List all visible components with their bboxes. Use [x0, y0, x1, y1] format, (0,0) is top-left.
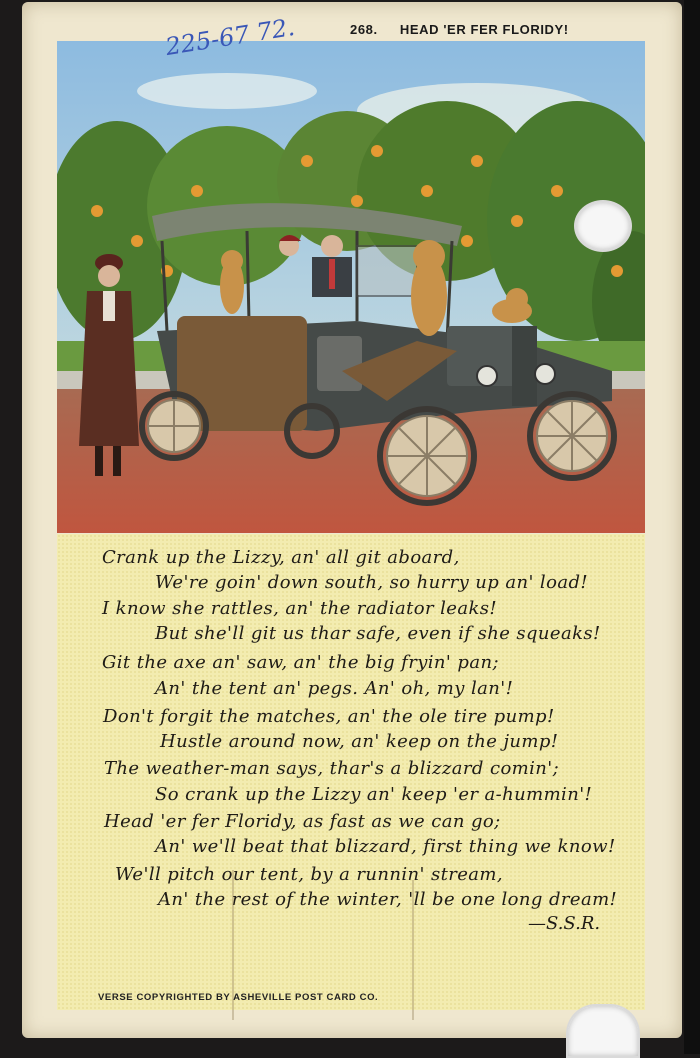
verse-line: Crank up the Lizzy, an' all git aboard, [102, 547, 460, 568]
verse-line: I know she rattles, an' the radiator leaks! [102, 598, 498, 619]
card-header [350, 22, 569, 37]
verse-line: An' the rest of the winter, 'll be one long dream! [158, 889, 618, 910]
card-number: 268. [350, 22, 378, 37]
handwritten-pencil-note: 225-67 72. [163, 12, 297, 61]
punch-hole [566, 1004, 640, 1058]
copyright-notice: VERSE COPYRIGHTED BY ASHEVILLE POST CARD CO. [98, 992, 379, 1003]
vintage-car-photo [57, 41, 645, 533]
verse-line: Hustle around now, an' keep on the jump! [160, 731, 559, 752]
verse-signature: —S.S.R. [528, 913, 601, 934]
verse-line: Don't forgit the matches, an' the ole tire pump! [103, 706, 555, 727]
punch-hole [574, 200, 632, 252]
verse-line: Head 'er fer Floridy, as fast as we can go; [104, 811, 501, 832]
verse-line: Git the axe an' saw, an' the big fryin' pan; [102, 652, 499, 673]
verse-line: The weather-man says, thar's a blizzard comin'; [104, 758, 560, 779]
verse-line: An' we'll beat that blizzard, first thing we know! [155, 836, 616, 857]
scanner-edge [684, 0, 700, 1054]
verse-line: We'll pitch our tent, by a runnin' stream, [115, 864, 504, 885]
verse-line: But she'll git us thar safe, even if she squeaks! [155, 623, 601, 644]
verse-line: We're goin' down south, so hurry up an' load! [155, 572, 589, 593]
verse-line: An' the tent an' pegs. An' oh, my lan'! [155, 678, 514, 699]
verse-line: So crank up the Lizzy an' keep 'er a-hummin'! [155, 784, 593, 805]
paper-crease [412, 880, 414, 1020]
photo-illustration [57, 41, 645, 533]
card-title: HEAD 'ER FER FLORIDY! [399, 22, 569, 37]
